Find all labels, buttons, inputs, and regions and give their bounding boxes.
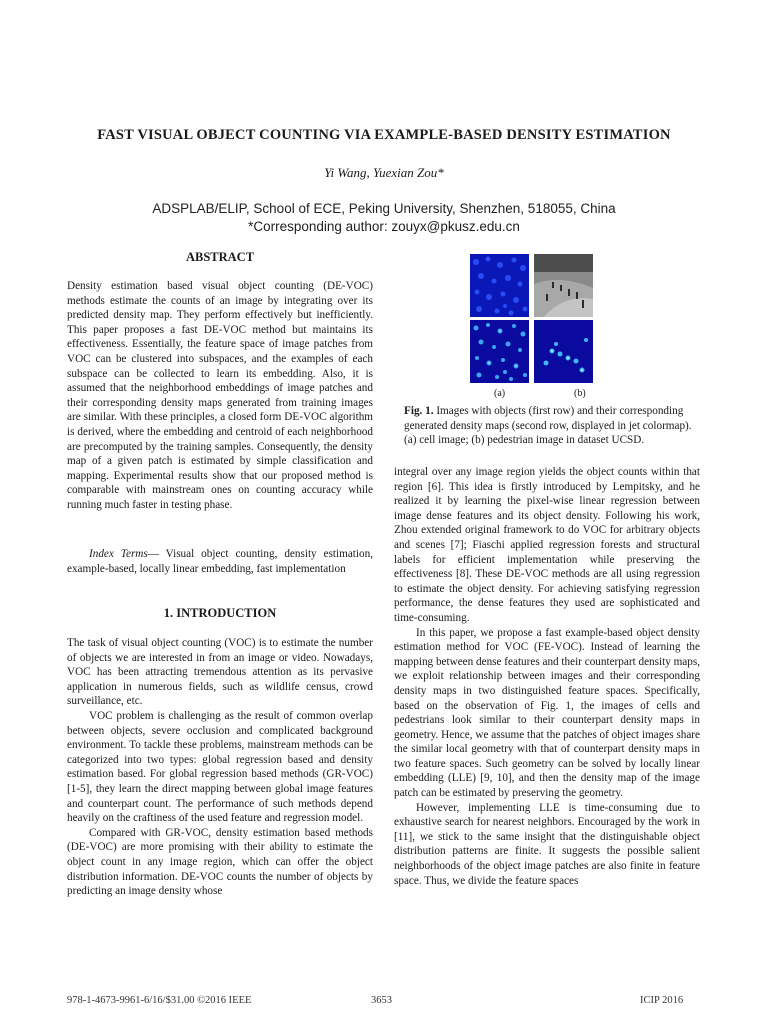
index-terms-text: — Visual object counting, density estimation, example-based, locally linear embedding, fast implementation (67, 548, 374, 575)
figure-label-b: (b) (574, 388, 586, 399)
index-terms (67, 547, 373, 576)
figure-caption-text: Images with objects (first row) and their corresponding generated density maps (second row, displayed in jet colormap). (a) cell image; (b) pedestrian image in dataset UCSD. (404, 405, 692, 447)
author-list: Yi Wang, Yuexian Zou* (324, 165, 444, 180)
abstract-text: Density estimation based visual object counting (DE-VOC) methods estimate the counts of an image by integrating over its predicted density map. They perform effectively but inefficiently. This paper proposes a fast DE-VOC method but maintains its effectiveness. Essentially, the feature space of image patches from VOC can be clustered into subspaces, and the examples of each subspace can be collected to learn its embedding. Also, it is assumed that the neighborhood embeddings of image patches and their corresponding density maps generated from training images are similar. With these principles, a closed form DE-VOC algorithm is derived, where the embedding and centroid of each neighborhood are precomputed by the training samples. Consequently, the density map of a given patch is estimated by simple classification and mapping. Experimental results show that our proposed method is comparable with mainstream ones on counting accuracy while running much faster in testing phase. (67, 280, 373, 511)
pedestrian-density-map (534, 320, 593, 383)
figure-caption-label: Fig. 1. (404, 405, 434, 417)
paper-title: FAST VISUAL OBJECT COUNTING VIA EXAMPLE-BASED DENSITY ESTIMATION (97, 127, 671, 143)
intro-paragraph-1: The task of visual object counting (VOC) is to estimate the number of objects we are interested in from an image or video. Nowadays, VOC has been attracting tremendous attention as its pervasive application in numerous fields, such as wildlife census, crowd surveillance, etc. (67, 637, 373, 708)
right-paragraph-3: However, implementing LLE is time-consuming due to exhaustive search for nearest neighbors. Encouraged by the work in [11], we stick to the same insight that the distinguishable object distribution patterns are finite. It suggests the possible salient neighborhoods of the object image patches are also finite in feature space. Thus, we divide the feature spaces (394, 801, 700, 887)
figure-label-a: (a) (494, 388, 506, 399)
cell-density-map (470, 320, 529, 383)
affiliation-block (0, 200, 768, 236)
corresponding-author: *Corresponding author: zouyx@pkusz.edu.cn (248, 219, 520, 234)
affiliation: ADSPLAB/ELIP, School of ECE, Peking University, Shenzhen, 518055, China (152, 201, 616, 216)
footer-page-number: 3653 (371, 995, 392, 1006)
right-column-body (394, 465, 700, 888)
intro-paragraph-2: VOC problem is challenging as the result of common overlap between objects, severe occlusion and complicated background environment. To tackle these problems, mainstream methods can be categorized into two types: global regression based and density estimation based. For global regression based methods (GR-VOC) [1-5], they learn the direct mapping between global image features and counterpart count. The performance of such methods depend heavily on the craftiness of the used feature and regression model. (67, 709, 373, 825)
right-paragraph-1: integral over any image region yields the object counts within that region [6]. This idea is firstly introduced by Lempitsky, and he realized it by learning the pixel-wise linear regression between image dense features and its object density. Following his work, Zhou extended original framework to do VOC for arbitrary objects and scenes [7]; Fiaschi applied regression forests and structural labels for efficient implementation while preserving the effectiveness [8]. These DE-VOC methods are all using regression to estimate the object density. For achieving satisfying regression performance, the dense features they used are sophisticated and time-consuming. (394, 466, 700, 624)
pedestrian-image (534, 254, 593, 317)
abstract-heading: ABSTRACT (185, 250, 255, 264)
introduction-heading: 1. INTRODUCTION (163, 606, 277, 620)
abstract-body (67, 279, 373, 513)
footer-isbn: 978-1-4673-9961-6/16/$31.00 ©2016 IEEE (67, 995, 252, 1006)
index-terms-label: Index Terms (89, 548, 148, 560)
right-paragraph-2: In this paper, we propose a fast example-based object density estimation method for VOC (FE-VOC). Instead of learning the mapping between dense features and their counterpart density maps, we exploit relationship between images and their corresponding density maps in two distinguished feature spaces. Specifically, based on the observation of Fig. 1, the images of cells and pedestrians look similar to their counterpart density maps in geometry. Hence, we assume that the patches of object images share the similar local geometry with that of counterpart density maps in two feature spaces. Such geometry can be solved by locally linear embedding (LLE) [9, 10], and then the density map of the image patch can be estimated by preserving the geometry. (394, 626, 700, 800)
introduction-body (67, 636, 373, 899)
figure-caption (404, 404, 696, 448)
cell-image (470, 254, 529, 317)
intro-paragraph-3: Compared with GR-VOC, density estimation based methods (DE-VOC) are more promising with their ability to estimate the object count in any image region, which can offer the object distribution information. DE-VOC counts the number of objects by predicting an image density whose (67, 826, 373, 898)
footer-venue: ICIP 2016 (640, 995, 684, 1006)
